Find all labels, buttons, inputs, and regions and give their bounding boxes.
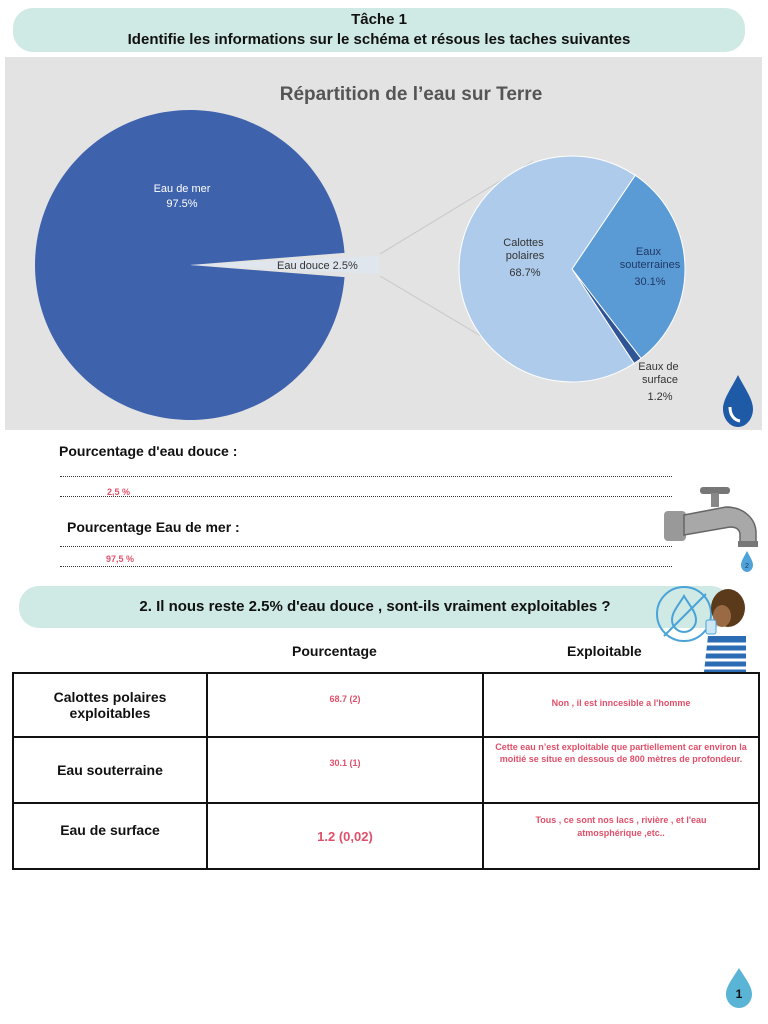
row-label-surface-water: Eau de surface — [13, 803, 207, 869]
label-sea-water-value: 97.5% — [166, 198, 198, 210]
answer-line — [60, 476, 672, 477]
label-groundwater-2: souterraines — [619, 259, 681, 271]
row-label-groundwater: Eau souterraine — [13, 737, 207, 803]
column-header-exploitable: Exploitable — [567, 643, 642, 659]
label-fresh-water: Eau douce — [277, 260, 330, 272]
girl-drinking-illustration-icon — [650, 586, 746, 672]
chart-title: Répartition de l’eau sur Terre — [279, 84, 543, 105]
exploitability-table — [12, 672, 760, 870]
cell-percentage[interactable]: 1.2 (0,02) — [207, 803, 483, 869]
label-polar-caps-2: polaires — [505, 250, 545, 262]
label-surface-water-2: surface — [641, 374, 679, 386]
section2-banner — [19, 586, 731, 628]
label-groundwater-value: 30.1% — [634, 276, 666, 288]
svg-text:Eau douce 2.5% — [277, 260, 358, 272]
table-row — [13, 803, 759, 869]
page-number-drop-icon — [722, 966, 756, 1010]
section2-title: 2. Il nous reste 2.5% d'eau douce , sont-ils vraiment exploitables ? — [139, 598, 611, 615]
table-row — [13, 737, 759, 803]
water-drop-logo-icon — [723, 375, 753, 427]
cell-percentage[interactable]: 30.1 (1) — [207, 737, 483, 803]
label-sea-water: Eau de mer — [153, 183, 211, 195]
label-surface-water-1: Eaux de — [638, 361, 679, 373]
row-label-polar-caps: Calottes polaires exploitables — [13, 673, 207, 737]
water-distribution-chart — [5, 57, 762, 430]
label-groundwater-1: Eaux — [635, 246, 662, 258]
q1-answer[interactable]: 2,5 % — [107, 487, 131, 497]
label-fresh-water-value: 2.5% — [332, 260, 358, 272]
q2-answer[interactable]: 97,5 % — [106, 554, 135, 564]
task-header-banner — [13, 8, 745, 52]
cell-exploitable[interactable]: Cette eau n’est exploitable que partiellement car environ la moitié se situe en dessous de 800 mètres de profondeur. — [483, 737, 759, 803]
task-title: Tâche 1 — [351, 11, 407, 28]
q1-label: Pourcentage d'eau douce : — [59, 443, 238, 459]
answer-line — [60, 546, 672, 547]
task-instruction: Identifie les informations sur le schéma et résous les taches suivantes — [127, 31, 631, 48]
answer-line — [60, 496, 672, 497]
water-tap-icon — [656, 485, 768, 580]
label-surface-water-value: 1.2% — [647, 391, 673, 403]
cell-exploitable[interactable]: Non , il est inncesible a l'homme — [483, 673, 759, 737]
column-header-percentage: Pourcentage — [292, 643, 377, 659]
chart-svg — [5, 57, 762, 430]
svg-text:Eaux de surface — [638, 361, 681, 386]
cell-exploitable[interactable]: Tous , ce sont nos lacs , rivière , et l'eau atmosphérique ,etc.. — [483, 803, 759, 869]
table-row — [13, 673, 759, 737]
label-polar-caps-1: Calottes — [503, 237, 544, 249]
page-number: 1 — [735, 987, 743, 1001]
svg-text:Calottes polaires — [503, 237, 546, 262]
tap-drop-number: 2 — [745, 563, 749, 570]
cell-percentage[interactable]: 68.7 (2) — [207, 673, 483, 737]
q2-label: Pourcentage Eau de mer : — [67, 519, 240, 535]
answer-line — [60, 566, 672, 567]
label-polar-caps-value: 68.7% — [509, 267, 541, 279]
